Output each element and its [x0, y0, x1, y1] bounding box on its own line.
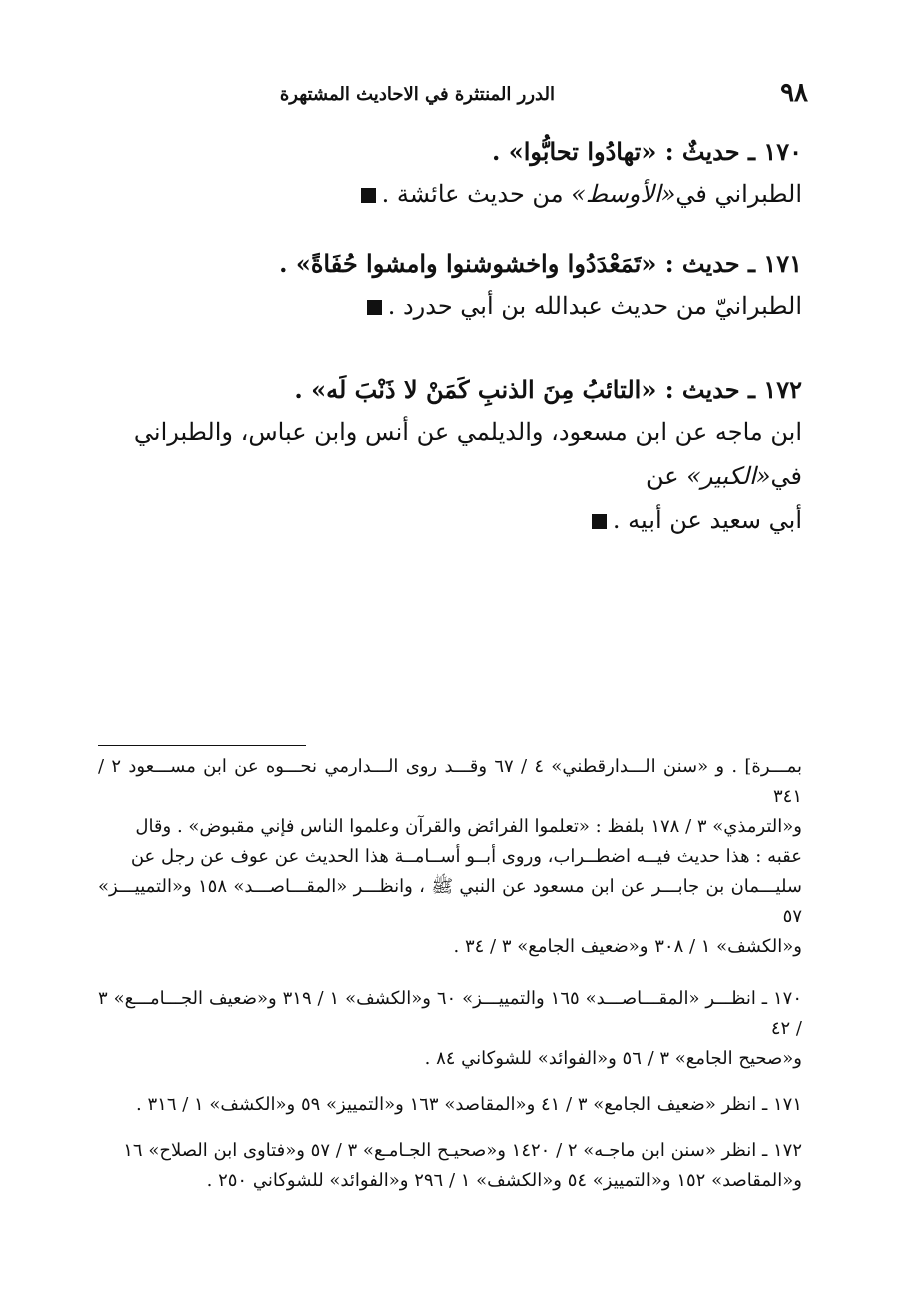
footnote-line: ١٧٢ ـ انظر «سنن ابن ماجـه» ٢ / ١٤٢٠ و«صحيـح الجـامـع» ٣ / ٥٧ و«فتاوى ابن الصلاح» ١٦: [123, 1140, 802, 1161]
footnote-continued: [98, 752, 802, 962]
entry-number-prefix: ١٧١ ـ حديث :: [664, 249, 802, 278]
entry-source: [98, 172, 802, 216]
footnote-line: ١٧٠ ـ انظـــر «المقـــاصـــد» ١٦٥ والتمييـــز» ٦٠ و«الكشف» ١ / ٣١٩ و«ضعيف الجـــامـــع» ٣ / ٤٢: [98, 988, 803, 1039]
footnote-172: [98, 1136, 802, 1196]
running-title: الدرر المنتثرة في الاحاديث المشتهرة: [279, 84, 555, 105]
source-line: [98, 498, 802, 542]
end-mark-icon: [592, 514, 607, 529]
source-text: الطبراني في: [675, 180, 802, 208]
footnote-separator: [98, 745, 306, 746]
entry-title: [98, 132, 802, 172]
page-number: ٩٨: [780, 78, 808, 108]
hadith-entry-171: [98, 244, 802, 328]
source-text: ابن ماجه عن ابن مسعود، والديلمي عن أنس وابن عباس، والطبراني في: [133, 418, 802, 490]
footnote-line: بمـــرة] . و «سنن الـــدارقطني» ٤ / ٦٧ وقـــد روى الـــدارمي نحـــوه عن ابن مســـعود ٢ / ٣٤١: [98, 756, 802, 807]
hadith-entry-170: [98, 132, 802, 216]
entry-title-suffix: .: [294, 375, 312, 404]
source-text: الطبرانيّ من حديث عبدالله بن أبي حدرد .: [387, 292, 802, 320]
hadith-entry-172: [98, 370, 802, 542]
footnote-line: و«الترمذي» ٣ / ١٧٨ بلفظ : «تعلموا الفرائض والقرآن وعلموا الناس فإني مقبوض» . وقال: [135, 816, 802, 837]
entry-number-prefix: ١٧٢ ـ حديث :: [664, 375, 802, 404]
footnote-line: ١٧١ ـ انظر «ضعيف الجامع» ٣ / ٤١ و«المقاصد» ١٦٣ و«التمييز» ٥٩ و«الكشف» ١ / ٣١٦ .: [136, 1094, 802, 1115]
entry-title-suffix: .: [279, 249, 296, 278]
source-line: [98, 410, 802, 498]
footnote-line: و«المقاصد» ١٥٢ و«التمييز» ٥٤ و«الكشف» ١ / ٢٩٦ و«الفوائد» للشوكاني ٢٥٠ .: [206, 1170, 802, 1191]
entry-source: [98, 284, 802, 328]
source-text: أبي سعيد عن أبيه .: [612, 506, 802, 534]
entry-title-suffix: .: [492, 137, 509, 166]
entry-source: [98, 410, 802, 542]
footnote-line: سليـــمان بن جابـــر عن ابن مسعود عن النبي ﷺ ، وانظـــر «المقـــاصـــد» ١٥٨ و«التمييـــز» ٥٧: [98, 876, 802, 927]
footnote-171: [98, 1090, 802, 1120]
footnote-170: [98, 984, 802, 1074]
footnotes: [98, 752, 802, 1212]
source-text: من حديث عائشة .: [381, 180, 572, 208]
footnote-line: و«صحيح الجامع» ٣ / ٥٦ و«الفوائد» للشوكاني ٨٤ .: [424, 1048, 802, 1069]
entry-number-prefix: ١٧٠ ـ حديثٌ :: [664, 137, 802, 166]
entry-title: [98, 244, 802, 284]
source-text: عن: [645, 462, 687, 490]
source-book-title: «الأوسط»: [571, 180, 676, 208]
page-header: [0, 78, 900, 112]
footnote-line: و«الكشف» ١ / ٣٠٨ و«ضعيف الجامع» ٣ / ٣٤ .: [453, 936, 802, 957]
hadith-text: «تهادُوا تحابُّوا»: [508, 137, 657, 166]
end-mark-icon: [361, 188, 376, 203]
source-book-title: «الكبير»: [686, 462, 771, 490]
entry-title: [98, 370, 802, 410]
hadith-text: «تَمَعْدَدُوا واخشوشنوا وامشوا حُفَاةً»: [295, 249, 657, 278]
hadith-text: «التائبُ مِنَ الذنبِ كَمَنْ لا ذَنْبَ لَه»: [311, 375, 657, 404]
footnote-line: عقبه : هذا حديث فيــه اضطــراب، وروى أبــو أســامــة هذا الحديث عن عوف عن رجل عن: [130, 846, 802, 867]
end-mark-icon: [367, 300, 382, 315]
